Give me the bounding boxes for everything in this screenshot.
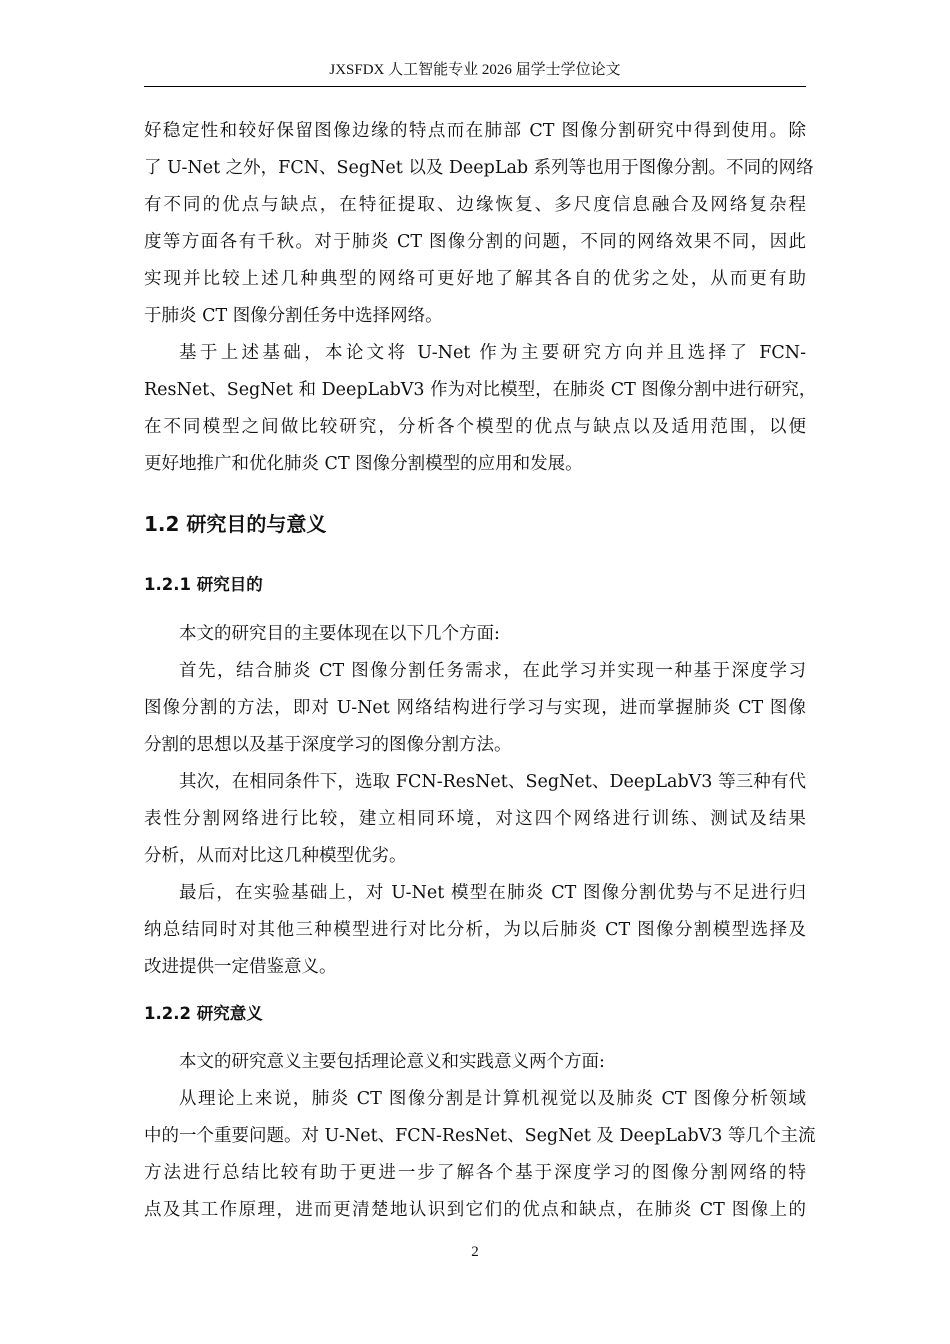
text-line: 中的一个重要问题。对 U-Net、FCN-ResNet、SegNet 及 DeepLabV3 等几个主流 <box>144 1126 816 1146</box>
text-line: 改进提供一定借鉴意义。 <box>144 957 337 977</box>
subsection-heading-1-2-1: 1.2.1 研究目的 <box>144 575 263 594</box>
paragraph-significance-intro <box>144 1044 806 1081</box>
text-line: 实现并比较上述几种典型的网络可更好地了解其各自的优劣之处，从而更有助 <box>144 269 806 289</box>
paragraph-basis <box>144 335 817 483</box>
text-line: 点及其工作原理，进而更清楚地认识到它们的优点和缺点，在肺炎 CT 图像上的 <box>144 1200 806 1220</box>
paragraph-continuation <box>144 113 814 335</box>
paragraph-purpose-intro <box>144 616 806 653</box>
text-line: 分割的思想以及基于深度学习的图像分割方法。 <box>144 735 512 755</box>
text-line: 首先，结合肺炎 CT 图像分割任务需求，在此学习并实现一种基于深度学习 <box>179 661 806 681</box>
text-line: 度等方面各有千秋。对于肺炎 CT 图像分割的问题，不同的网络效果不同，因此 <box>144 232 806 252</box>
text-line: 从理论上来说，肺炎 CT 图像分割是计算机视觉以及肺炎 CT 图像分析领域 <box>179 1089 806 1109</box>
text-line: 分析，从而对比这几种模型优劣。 <box>144 846 407 866</box>
paragraph-purpose-first <box>144 653 806 764</box>
text-line: 表性分割网络进行比较，建立相同环境，对这四个网络进行训练、测试及结果 <box>144 809 806 829</box>
text-line: 好稳定性和较好保留图像边缘的特点而在肺部 CT 图像分割研究中得到使用。除 <box>144 121 806 141</box>
text-line: 纳总结同时对其他三种模型进行对比分析，为以后肺炎 CT 图像分割模型选择及 <box>144 920 806 940</box>
text-line: 图像分割的方法，即对 U-Net 网络结构进行学习与实现，进而掌握肺炎 CT 图像 <box>144 698 806 718</box>
text-line: 方法进行总结比较有助于更进一步了解各个基于深度学习的图像分割网络的特 <box>144 1163 806 1183</box>
paragraph-purpose-second <box>144 764 806 875</box>
page-number: 2 <box>471 1244 479 1260</box>
text-line: 最后，在实验基础上，对 U-Net 模型在肺炎 CT 图像分割优势与不足进行归 <box>179 883 806 903</box>
text-line: 更好地推广和优化肺炎 CT 图像分割模型的应用和发展。 <box>144 454 583 474</box>
text-line: 本文的研究意义主要包括理论意义和实践意义两个方面: <box>179 1052 605 1072</box>
subsection-heading-1-2-2: 1.2.2 研究意义 <box>144 1004 263 1023</box>
text-line: 于肺炎 CT 图像分割任务中选择网络。 <box>144 306 443 326</box>
text-line: ResNet、SegNet 和 DeepLabV3 作为对比模型，在肺炎 CT 图像分割中进行研究， <box>144 380 817 400</box>
text-line: 有不同的优点与缺点，在特征提取、边缘恢复、多尺度信息融合及网络复杂程 <box>144 195 806 215</box>
text-line: 基于上述基础，本论文将 U-Net 作为主要研究方向并且选择了 FCN- <box>179 343 806 363</box>
paragraph-purpose-last <box>144 875 806 986</box>
text-line: 在不同模型之间做比较研究，分析各个模型的优点与缺点以及适用范围，以便 <box>144 417 806 437</box>
paragraph-significance-theory <box>144 1081 816 1229</box>
section-heading-1-2: 1.2 研究目的与意义 <box>144 512 327 536</box>
header-divider <box>144 86 806 87</box>
text-line: 其次，在相同条件下，选取 FCN-ResNet、SegNet、DeepLabV3 等三种有代 <box>179 772 806 792</box>
running-header: JXSFDX 人工智能专业 2026 届学士学位论文 <box>329 62 621 78</box>
text-line: 了 U-Net 之外，FCN、SegNet 以及 DeepLab 系列等也用于图像分割。不同的网络 <box>144 158 814 178</box>
text-line: 本文的研究目的主要体现在以下几个方面: <box>179 624 500 644</box>
